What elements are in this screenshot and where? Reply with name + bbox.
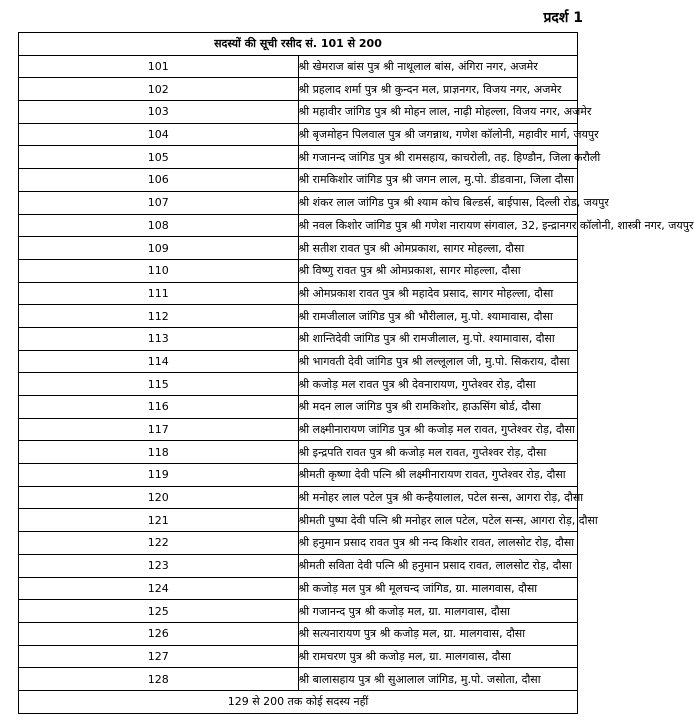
member-entry: श्रीमती सविता देवी पत्नि श्री हनुमान प्रसाद रावत, लालसोट रोड़, दौसा: [298, 554, 578, 577]
member-number: 117: [19, 418, 299, 441]
table-row: [19, 441, 578, 464]
member-entry: श्री मदन लाल जांगिड पुत्र श्री रामकिशोर, हाऊसिंग बोर्ड, दौसा: [298, 396, 578, 419]
member-entry: श्री कजोड़ मल पुत्र श्री मूलचन्द जांगिड, ग्रा. मालगवास, दौसा: [298, 577, 578, 600]
member-entry: श्री खेमराज बांस पुत्र श्री नाथूलाल बांस, अंगिरा नगर, अजमेर: [298, 55, 578, 78]
table-row: [19, 259, 578, 282]
member-number: 126: [19, 622, 299, 645]
member-entry: श्री मनोहर लाल पटेल पुत्र श्री कन्हैयालाल, पटेल सन्स, आगरा रोड़, दौसा: [298, 486, 578, 509]
table-footer-row: [19, 690, 578, 713]
member-number: 114: [19, 350, 299, 373]
member-entry: श्री बृजमोहन पिलवाल पुत्र श्री जगन्नाथ, गणेश कॉलोनी, महावीर मार्ग, जयपुर: [298, 123, 578, 146]
table-row: [19, 282, 578, 305]
member-entry: श्री गजानन्द पुत्र श्री कजोड़ मल, ग्रा. मालगवास, दौसा: [298, 600, 578, 623]
member-entry: श्री शंकर लाल जांगिड पुत्र श्री श्याम कोच बिल्डर्स, बाईपास, दिल्ली रोड, जयपुर: [298, 191, 578, 214]
member-number: 128: [19, 668, 299, 691]
table-row: [19, 350, 578, 373]
member-number: 127: [19, 645, 299, 668]
member-number: 102: [19, 78, 299, 101]
member-number: 120: [19, 486, 299, 509]
table-row: [19, 327, 578, 350]
table-row: [19, 600, 578, 623]
table-footer-note: 129 से 200 तक कोई सदस्य नहीं: [19, 690, 578, 713]
member-entry: श्री हनुमान प्रसाद रावत पुत्र श्री नन्द किशोर रावत, लालसोट रोड़, दौसा: [298, 532, 578, 555]
table-row: [19, 305, 578, 328]
table-row: [19, 668, 578, 691]
member-number: 104: [19, 123, 299, 146]
table-row: [19, 509, 578, 532]
member-number: 125: [19, 600, 299, 623]
member-entry: श्री प्रहलाद शर्मा पुत्र श्री कुन्दन मल, प्राज्ञनगर, विजय नगर, अजमेर: [298, 78, 578, 101]
member-number: 115: [19, 373, 299, 396]
table-row: [19, 554, 578, 577]
table-row: [19, 418, 578, 441]
member-entry: श्री ओमप्रकाश रावत पुत्र श्री महादेव प्रसाद, सागर मोहल्ला, दौसा: [298, 282, 578, 305]
member-entry: श्री रामजीलाल जांगिड पुत्र श्री भौरीलाल, मु.पो. श्यामावास, दौसा: [298, 305, 578, 328]
member-entry: श्री भागवती देवी जांगिड पुत्र श्री लल्लूलाल जी, मु.पो. सिकराय, दौसा: [298, 350, 578, 373]
member-number: 121: [19, 509, 299, 532]
table-row: [19, 464, 578, 487]
member-number: 113: [19, 327, 299, 350]
member-number: 122: [19, 532, 299, 555]
table-row: [19, 214, 578, 237]
member-entry: श्री रामकिशोर जांगिड पुत्र श्री जगन लाल, मु.पो. डीडवाना, जिला दौसा: [298, 169, 578, 192]
table-row: [19, 532, 578, 555]
member-entry: श्रीमती पुष्पा देवी पत्नि श्री मनोहर लाल पटेल, पटेल सन्स, आगरा रोड़, दौसा: [298, 509, 578, 532]
table-row: [19, 486, 578, 509]
table-row: [19, 237, 578, 260]
member-number: 109: [19, 237, 299, 260]
member-number: 112: [19, 305, 299, 328]
member-entry: श्री कजोड़ मल रावत पुत्र श्री देवनारायण, गुप्तेश्वर रोड़, दौसा: [298, 373, 578, 396]
member-entry: श्री लक्ष्मीनारायण जांगिड पुत्र श्री कजोड़ मल रावत, गुप्तेश्वर रोड़, दौसा: [298, 418, 578, 441]
table-row: [19, 146, 578, 169]
table-title-row: [19, 33, 578, 56]
member-entry: श्री सतीश रावत पुत्र श्री ओमप्रकाश, सागर मोहल्ला, दौसा: [298, 237, 578, 260]
member-number: 106: [19, 169, 299, 192]
member-number: 107: [19, 191, 299, 214]
member-number: 110: [19, 259, 299, 282]
member-entry: श्री इन्द्रपति रावत पुत्र श्री कजोड़ मल रावत, गुप्तेश्वर रोड़, दौसा: [298, 441, 578, 464]
table-row: [19, 169, 578, 192]
table-row: [19, 577, 578, 600]
member-number: 123: [19, 554, 299, 577]
member-entry: श्री गजानन्द जांगिड पुत्र श्री रामसहाय, काचरोली, तह. हिण्डौन, जिला करौली: [298, 146, 578, 169]
table-row: [19, 373, 578, 396]
member-number: 116: [19, 396, 299, 419]
table-row: [19, 78, 578, 101]
member-number: 118: [19, 441, 299, 464]
member-number: 101: [19, 55, 299, 78]
member-number: 111: [19, 282, 299, 305]
table-row: [19, 622, 578, 645]
member-number: 108: [19, 214, 299, 237]
table-row: [19, 101, 578, 124]
table-row: [19, 55, 578, 78]
members-table: [18, 32, 694, 714]
member-number: 119: [19, 464, 299, 487]
member-entry: श्री रामचरण पुत्र श्री कजोड़ मल, ग्रा. मालगवास, दौसा: [298, 645, 578, 668]
member-entry: श्री सत्यनारायण पुत्र श्री कजोड़ मल, ग्रा. मालगवास, दौसा: [298, 622, 578, 645]
member-entry: श्री बालासहाय पुत्र श्री सुआलाल जांगिड, मु.पो. जसोता, दौसा: [298, 668, 578, 691]
table-row: [19, 645, 578, 668]
member-number: 124: [19, 577, 299, 600]
member-entry: श्री विष्णु रावत पुत्र श्री ओमप्रकाश, सागर मोहल्ला, दौसा: [298, 259, 578, 282]
member-entry: श्री महावीर जांगिड पुत्र श्री मोहन लाल, नाढ़ी मोहल्ला, विजय नगर, अजमेर: [298, 101, 578, 124]
member-entry: श्रीमती कृष्णा देवी पत्नि श्री लक्ष्मीनारायण रावत, गुप्तेश्वर रोड़, दौसा: [298, 464, 578, 487]
member-entry: श्री नवल किशोर जांगिड पुत्र श्री गणेश नारायण संगवाल, 32, इन्द्रानगर कॉलोनी, शास्त्री नगर, जयपुर: [298, 214, 578, 237]
member-number: 103: [19, 101, 299, 124]
member-number: 105: [19, 146, 299, 169]
table-row: [19, 396, 578, 419]
member-entry: श्री शान्तिदेवी जांगिड पुत्र श्री रामजीलाल, मु.पो. श्यामावास, दौसा: [298, 327, 578, 350]
table-title: सदस्यों की सूची रसीद सं. 101 से 200: [19, 33, 578, 56]
table-row: [19, 191, 578, 214]
table-row: [19, 123, 578, 146]
exhibit-label: प्रदर्श 1: [543, 10, 583, 26]
